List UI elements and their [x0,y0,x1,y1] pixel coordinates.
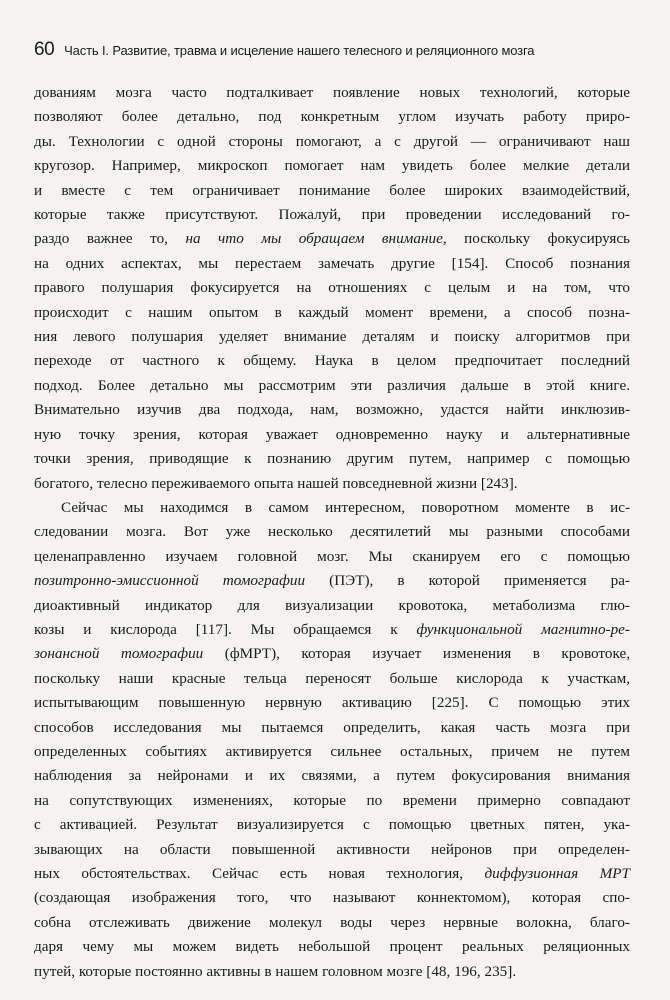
text-line [34,472,630,496]
text-line [34,740,630,764]
text-run: (создающая изображения того, что называют коннектомом), которая спо- [34,889,630,907]
text-run: поскольку наши красные тельца переносят больше кислорода к участкам, [34,669,630,687]
text-line [34,716,630,740]
italic-phrase: диффузионная МРТ [484,865,630,882]
italic-phrase: позитронно-эмиссионной томографии [34,572,306,590]
text-line [34,618,630,642]
text-line [34,545,630,569]
text-line [34,154,630,178]
text-line [34,838,630,862]
text-line [34,813,630,837]
text-line [34,911,630,935]
text-run: козы и кислорода [117]. Мы обращаемся к [34,620,417,638]
text-line [34,398,630,422]
running-header [34,40,630,61]
text-line [34,374,630,398]
page-number: 60 [34,39,55,60]
body-text [34,81,630,984]
text-run: определенных событиях активируется сильнее остальных, причем не путем [34,742,630,760]
text-run: даря чему мы можем видеть небольшой процент реальных реляционных [34,938,630,956]
text-run: правого полушария фокусируется на отношениях с целым и на том, что [34,279,630,297]
text-run: путей, которые постоянно активны в нашем головном мозге [48, 196, 235]. [34,962,517,980]
text-run: диоактивный индикатор для визуализации кровотока, метаболизма глю- [34,596,630,614]
text-run: позволяют более детально, под конкретным углом изучать работу приро- [34,108,630,126]
italic-phrase: зонансной томографии [34,645,204,663]
chapter-title: Часть I. Развитие, травма и исцеление нашего телесного и реляционного мозга [64,43,535,58]
text-run: подход. Более детально мы рассмотрим эти различия дальше в этой книге. [34,376,630,394]
text-line [34,960,630,984]
paragraph [34,81,630,496]
text-line [34,764,630,788]
text-run: с активацией. Результат визуализируется с помощью цветных пятен, ука- [34,816,630,834]
text-run: и вместе с тем ограничивает понимание более широких взаимодействий, [34,181,630,199]
italic-phrase: на что мы обращаем внимание [185,230,443,248]
text-line [34,594,630,618]
text-line [34,227,630,251]
text-run: богатого, телесно переживаемого опыта нашей повседневной жизни [243]. [34,474,518,492]
text-run: точки зрения, приводящие к познанию другим путем, например с помощью [34,450,630,468]
text-run: которые также присутствуют. Пожалуй, при проведении исследований го- [34,206,630,224]
text-line [34,301,630,325]
text-line [34,520,630,544]
text-run: ную точку зрения, которая уважает одновременно науку и альтернативные [34,425,630,443]
text-line [34,569,630,593]
text-run: (фМРТ), которая изучает изменения в кровотоке, [203,645,630,663]
text-line [34,862,630,886]
text-line [34,252,630,276]
text-line [34,667,630,691]
text-line [34,81,630,105]
text-run: ния левого полушария уделяет внимание деталям и поиску алгоритмов при [34,328,630,346]
text-line [34,935,630,959]
text-line [34,179,630,203]
text-line [34,789,630,813]
text-run: дованиям мозга часто подталкивает появление новых технологий, которые [34,84,630,101]
text-line [34,349,630,373]
text-line [34,203,630,227]
text-line [34,642,630,666]
text-run: Сейчас мы находимся в самом интересном, поворотном моменте в ис- [61,498,630,516]
text-run: (ПЭТ), в которой применяется ра- [305,572,630,590]
text-run: на одних аспектах, мы перестаем замечать другие [154]. Способ познания [34,254,630,272]
text-line [34,447,630,471]
text-run: , поскольку фокусируясь [442,230,630,248]
text-line [34,105,630,129]
text-run: ды. Технологии с одной стороны помогают, а с другой — ограничивают наш [34,132,630,150]
text-run: испытывающим повышенную нервную активацию [225]. С помощью этих [34,694,630,712]
text-line [34,276,630,300]
text-run: способов исследования мы пытаемся определить, какая часть мозга при [34,718,630,736]
text-run: на сопутствующих изменениях, которые по времени примерно совпадают [34,791,630,809]
text-run: переходе от частного к общему. Наука в целом предпочитает последний [34,352,630,370]
text-run: раздо важнее то, [34,230,186,248]
text-line [34,496,630,520]
text-line [34,423,630,447]
paragraph [34,496,630,984]
text-run: Внимательно изучив два подхода, нам, возможно, удастся найти инклюзив- [34,401,630,419]
text-run: целенаправленно изучаем головной мозг. Мы сканируем его с помощью [34,547,630,565]
text-run: наблюдения за нейронами и их связями, а путем фокусирования внимания [34,767,630,785]
text-run: кругозор. Например, микроскоп помогает нам увидеть более мелкие детали [34,157,630,175]
text-run: происходит с нашим опытом в каждый момент времени, а способ позна- [34,303,630,321]
text-run: ных обстоятельствах. Сейчас есть новая технология, [34,865,485,882]
text-run: следовании мозга. Вот уже несколько десятилетий мы разными способами [34,523,630,541]
book-page [34,40,630,984]
text-line [34,691,630,715]
text-line [34,130,630,154]
text-run: зывающих на области повышенной активности нейронов при определен- [34,840,630,858]
text-line [34,886,630,910]
text-run: собна отслеживать движение молекул воды через нервные волокна, благо- [34,913,630,931]
italic-phrase: функциональной магнитно-ре- [416,620,630,638]
text-line [34,325,630,349]
